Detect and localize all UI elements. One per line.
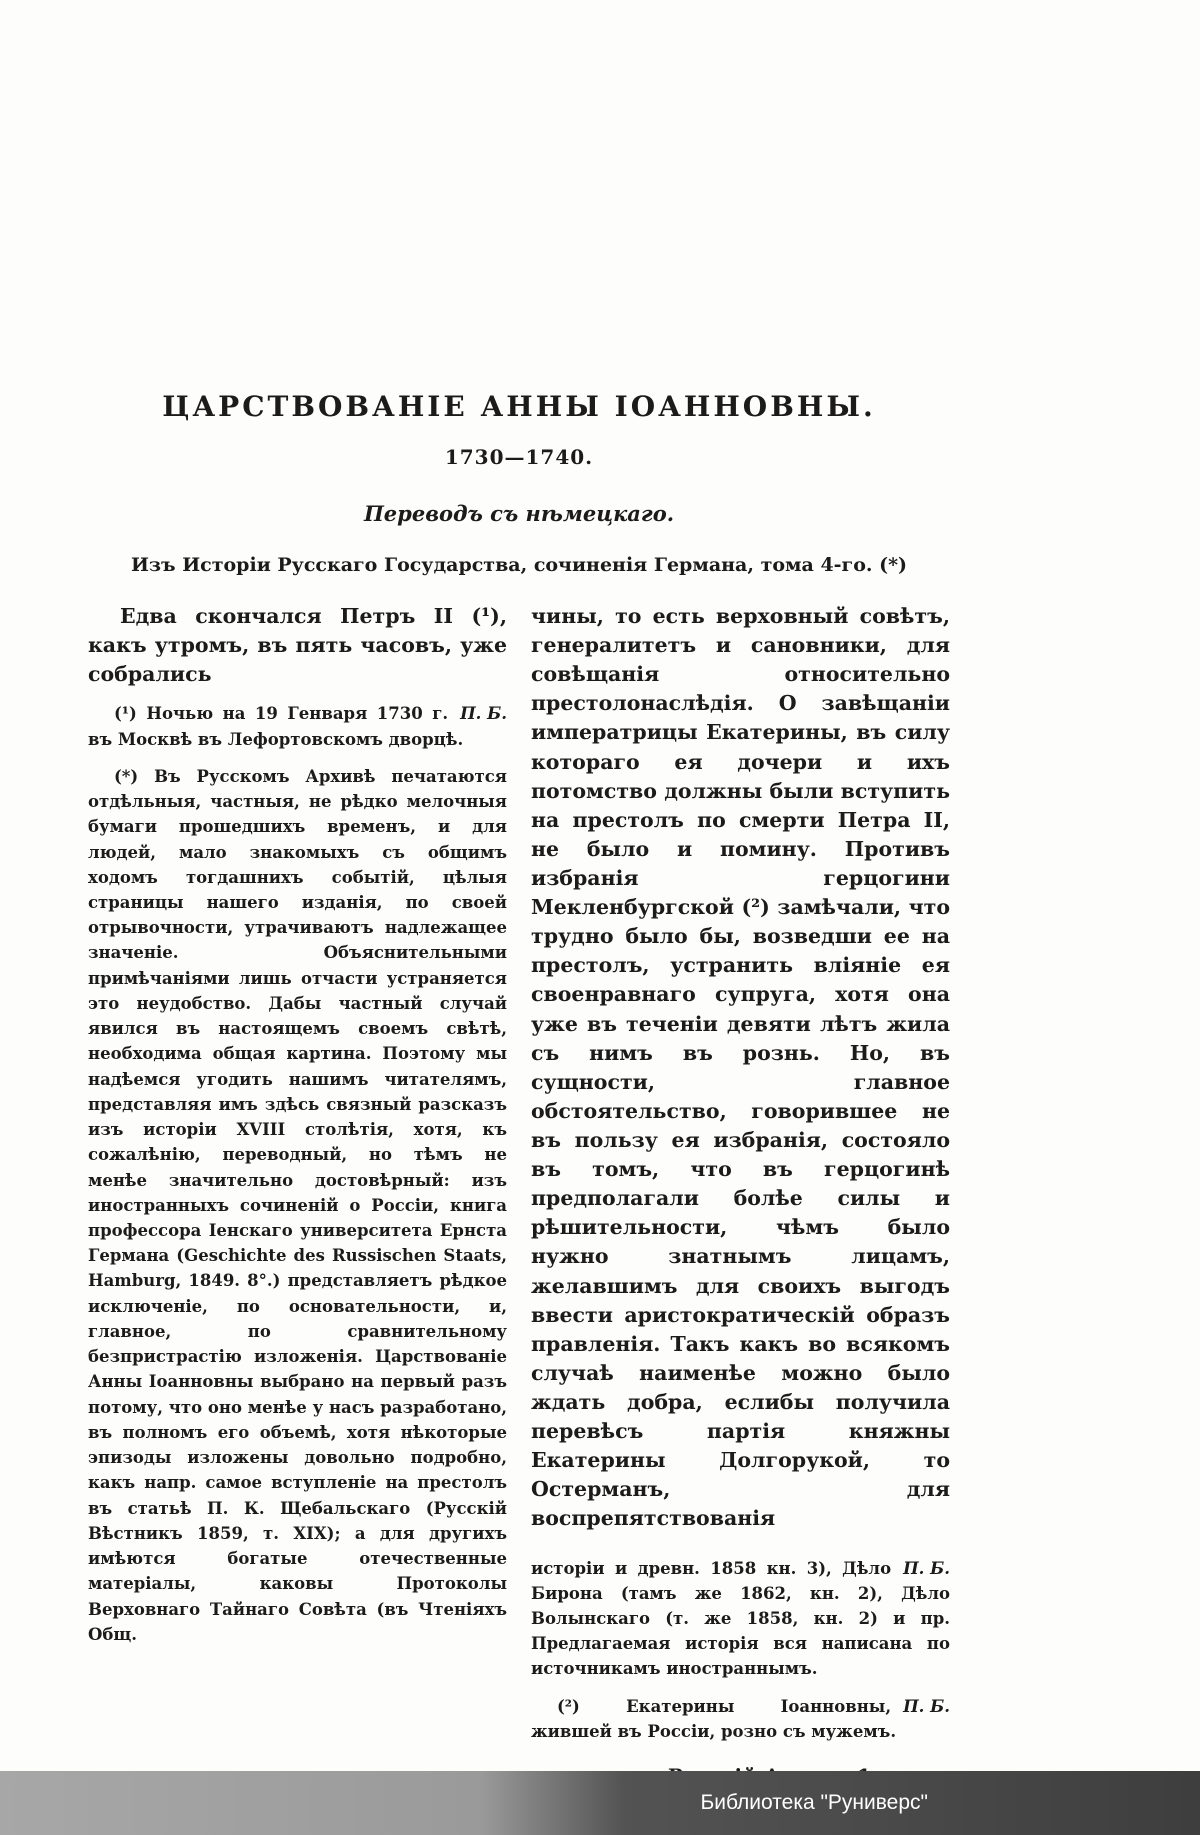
- footnote-2-signature: П. Б.: [903, 1696, 950, 1716]
- page-title: ЦАРСТВОВАНІЕ АННЫ ІОАННОВНЫ.: [162, 390, 876, 423]
- scan-footer-band: [0, 1771, 1200, 1835]
- page-content: [88, 390, 950, 1788]
- footnote-star-continuation: [531, 1556, 950, 1682]
- translation-note: Переводъ съ нѣмецкаго.: [363, 501, 675, 526]
- years-subtitle: 1730—1740.: [444, 445, 594, 469]
- two-column-layout: [88, 602, 950, 1788]
- main-text-right: чины, то есть верховный совѣтъ, генералитетъ и сановники, для совѣщанія относительно престолонаслѣдія. О завѣщаніи императрицы Екатерины, въ силу котораго ея дочери и ихъ потомство должны были вступить на престолъ по смерти Петра II, не было и помину. Противъ избранія герцогини Мекленбургской (²) замѣчали, что трудно было бы, возведши ее на престолъ, устранить вліяніе ея своенравнаго супруга, хотя она уже въ теченіи девяти лѣтъ жила съ нимъ въ рознь. Но, въ сущности, главное обстоятельство, говорившее не въ пользу ея избранія, состояло въ томъ, что въ герцогинѣ предполагали болѣе силы и рѣшительности, чѣмъ было нужно знатнымъ лицамъ, желавшимъ для своихъ выгодъ ввести аристократическій образъ правленія. Такъ какъ во всякомъ случаѣ наименѣе можно было ждать добра, еслибы получила перевѣсъ партія княжны Екатерины Долгорукой, то Остерманъ, для воспрепятствованія: [531, 604, 950, 1531]
- main-text-left: Едва скончался Петръ II (¹), какъ утромъ, въ пять часовъ, уже собрались: [88, 604, 507, 687]
- library-watermark: Библиотека "Руниверс": [700, 1791, 928, 1814]
- footnote-star-signature: П. Б.: [903, 1558, 950, 1578]
- footnote-2-text: (²) Екатерины Іоанновны, жившей въ Россіи, розно съ мужемъ.: [531, 1696, 897, 1741]
- footnote-star: (*) Въ Русскомъ Архивѣ печатаются отдѣльныя, частныя, не рѣдко мелочныя бумаги прошедшихъ временъ, и для людей, мало знакомыхъ съ общимъ ходомъ тогдашнихъ событій, цѣлыя страницы нашего изданія, по своей отрывочности, утрачиваютъ надлежащее значеніе. Объяснительными примѣчаніями лишь отчасти устраняется это неудобство. Дабы частный случай явился въ настоящемъ своемъ свѣтѣ, необходима общая картина. Поэтому мы надѣемся угодить нашимъ читателямъ, представляя имъ здѣсь связный разсказъ изъ исторіи XVIII столѣтія, хотя, къ сожалѣнію, переводный, но тѣмъ не менѣе значительно достовѣрный: изъ иностранныхъ сочиненій о Россіи, книга профессора Іенскаго университета Ернста Германа (Geschichte des Russischen Staats, Hamburg, 1849. 8°.) представляетъ рѣдкое исключеніе, по основательности, и, главное, по сравнительному безпристрастію изложенія. Царствованіе Анны Іоанновны выбрано на первый разъ потому, что оно менѣе у насъ разработано, въ полномъ его объемѣ, хотя нѣкоторые эпизоды изложены довольно подробно, какъ напр. самое вступленіе на престолъ въ статьѣ П. К. Щебальскаго (Русскій Вѣстникъ 1859, т. XIX); а для другихъ имѣются богатые отечественные матеріалы, каковы Протоколы Верховнаго Тайнаго Совѣта (въ Чтеніяхъ Общ.: [88, 766, 507, 1644]
- footnote-2: [531, 1694, 950, 1744]
- footnote-1: [88, 701, 507, 751]
- footnote-star-continuation-text: исторіи и древн. 1858 кн. 3), Дѣло Бирона (тамъ же 1862, кн. 2), Дѣло Волынскаго (т. же 1858, кн. 2) и пр. Предлагаемая исторія вся написана по источникамъ иностраннымъ.: [531, 1558, 950, 1679]
- footnote-1-text: (¹) Ночью на 19 Генваря 1730 г. въ Москвѣ въ Лефортовскомъ дворцѣ.: [88, 704, 464, 749]
- right-column: [531, 602, 950, 1788]
- source-line: Изъ Исторіи Русскаго Государства, сочиненія Германа, тома 4-го. (*): [130, 554, 908, 576]
- footnote-1-signature: П. Б.: [460, 704, 507, 724]
- left-column: [88, 602, 507, 1647]
